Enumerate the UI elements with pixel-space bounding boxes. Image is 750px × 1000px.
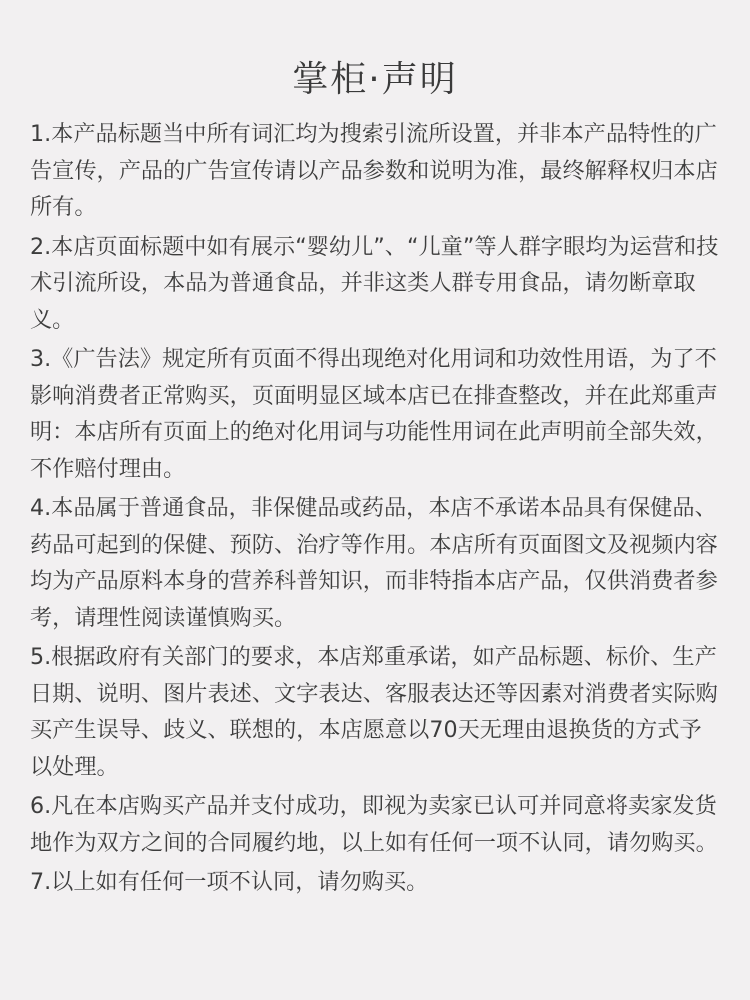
page-title: 掌柜·声明 bbox=[292, 59, 458, 100]
declaration-item-2: 2.本店页面标题中如有展示“婴幼儿”、“儿童”等人群字眼均为运营和技术引流所设，本品为普通食品，并非这类人群专用食品，请勿断章取义。 bbox=[30, 233, 719, 333]
declaration-item-7: 7.以上如有任何一项不认同，请勿购买。 bbox=[30, 869, 429, 895]
declaration-item-1: 1.本产品标题当中所有词汇均为搜索引流所设置，并非本产品特性的广告宣传，产品的广告宣传请以产品参数和说明为准，最终解释权归本店所有。 bbox=[30, 121, 718, 220]
declaration-item-6: 6.凡在本店购买产品并支付成功，即视为卖家已认可并同意将卖家发货地作为双方之间的合同履约地，以上如有任何一项不认同，请勿购买。 bbox=[30, 793, 718, 856]
declaration-item-4: 4.本品属于普通食品，非保健品或药品，本店不承诺本品具有保健品、药品可起到的保健、预防、治疗等作用。本店所有页面图文及视频内容均为产品原料本身的营养科普知识，而非特指本店产品，仅供消费者参考，请理性阅读谨慎购买。 bbox=[30, 495, 718, 631]
declaration-item-3: 3.《广告法》规定所有页面不得出现绝对化用词和功效性用语，为了不影响消费者正常购买，页面明显区域本店已在排查整改，并在此郑重声明：本店所有页面上的绝对化用词与功能性用词在此声明前全部失效，不作赔付理由。 bbox=[30, 346, 718, 482]
declaration-list bbox=[30, 116, 720, 901]
declaration-item-5: 5.根据政府有关部门的要求，本店郑重承诺，如产品标题、标价、生产日期、说明、图片表述、文字表达、客服表达还等因素对消费者实际购买产生误导、歧义、联想的，本店愿意以70天无理由退换货的方式予以处理。 bbox=[30, 644, 718, 780]
